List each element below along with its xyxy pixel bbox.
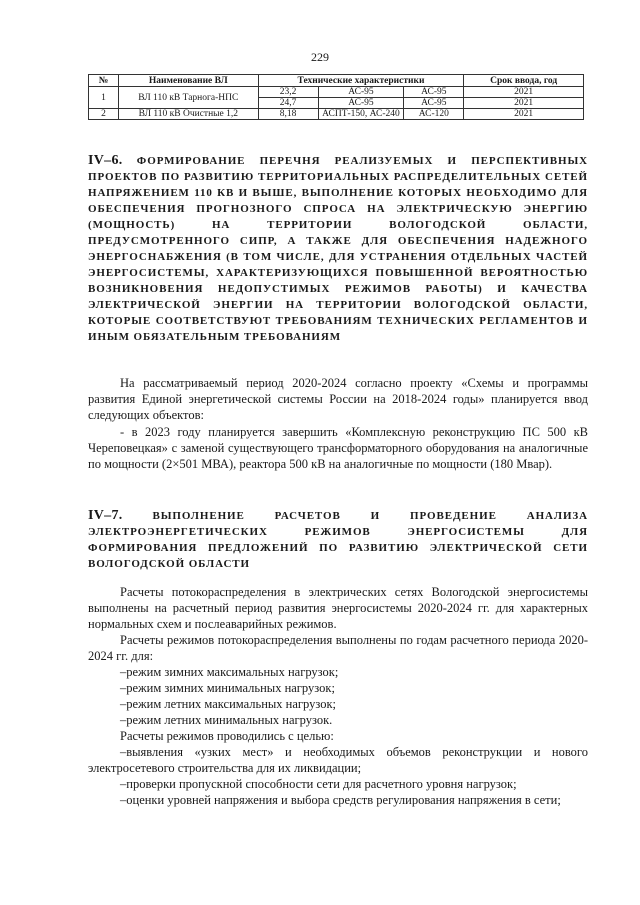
goal-list-item: –оценки уровней напряжения и выбора средств регулирования напряжения в сети; xyxy=(120,793,561,807)
row-number: 2 xyxy=(89,109,119,120)
table-header-row xyxy=(89,75,584,87)
table-row xyxy=(89,109,584,120)
mode-list-item: –режим летних максимальных нагрузок; xyxy=(120,697,337,711)
goal-list-item: –выявления «узких мест» и необходимых объемов реконструкции и нового электросетевого строительства для их ликвидации; xyxy=(88,745,588,776)
section-7-paragraph: Расчеты режимов потокораспределения выполнены по годам расчетного периода 2020-2024 гг. для: xyxy=(88,633,588,664)
col-header-specs: Технические характеристики xyxy=(258,75,464,87)
line-length: 23,2 xyxy=(258,87,318,98)
page-number: 229 xyxy=(311,50,329,64)
line-length: 24,7 xyxy=(258,98,318,109)
wire-type: АС-120 xyxy=(404,109,464,120)
wire-type: АС-95 xyxy=(318,87,404,98)
row-number: 1 xyxy=(89,87,119,109)
goals-intro: Расчеты режимов проводились с целью: xyxy=(120,729,334,743)
mode-list-item: –режим зимних максимальных нагрузок; xyxy=(120,665,339,679)
section-6-paragraph: - в 2023 году планируется завершить «Комплексную реконструкцию ПС 500 кВ Череповецкая» с заменой существующего трансформаторного оборудования на аналогичные по мощности (2×501 МВА), реактора 500 кВ на аналогичные по мощности (180 Мвар). xyxy=(88,425,588,472)
table-row xyxy=(89,87,584,98)
commission-year: 2021 xyxy=(464,87,584,98)
section-7-paragraph: Расчеты потокораспределения в электрических сетях Вологодской энергосистемы выполнены на расчетный период развития энергосистемы 2020-2024 гг. для характерных нормальных схем и послеаварийных режимов. xyxy=(88,585,588,632)
wire-type: АС-95 xyxy=(318,98,404,109)
section-7-number: IV–7. xyxy=(88,508,123,523)
col-header-name: Наименование ВЛ xyxy=(118,75,258,87)
section-6-heading xyxy=(88,153,588,345)
mode-list-item: –режим летних минимальных нагрузок. xyxy=(120,713,333,727)
power-lines-table xyxy=(88,74,584,120)
line-name: ВЛ 110 кВ Тарнога-НПС xyxy=(118,87,258,109)
mode-list-item: –режим зимних минимальных нагрузок; xyxy=(120,681,335,695)
commission-year: 2021 xyxy=(464,109,584,120)
line-name: ВЛ 110 кВ Очистные 1,2 xyxy=(118,109,258,120)
col-header-year: Срок ввода, год xyxy=(464,75,584,87)
col-header-number: № xyxy=(89,75,119,87)
wire-type: АСПТ-150, АС-240 xyxy=(318,109,404,120)
section-7-heading xyxy=(88,508,588,572)
goal-list-item: –проверки пропускной способности сети для расчетного уровня нагрузок; xyxy=(120,777,517,791)
section-7-title: ВЫПОЛНЕНИЕ РАСЧЕТОВ И ПРОВЕДЕНИЕ АНАЛИЗА ЭЛЕКТРОЭНЕРГЕТИЧЕСКИХ РЕЖИМОВ ЭНЕРГОСИСТЕМЫ ДЛЯ ФОРМИРОВАНИЯ ПРЕДЛОЖЕНИЙ ПО РАЗВИТИЮ ЭЛЕКТРИЧЕСКОЙ СЕТИ ВОЛОГОДСКОЙ ОБЛАСТИ xyxy=(88,510,588,570)
wire-type: АС-95 xyxy=(404,87,464,98)
line-length: 8,18 xyxy=(258,109,318,120)
section-6-number: IV–6. xyxy=(88,153,123,168)
wire-type: АС-95 xyxy=(404,98,464,109)
section-6-paragraph: На рассматриваемый период 2020-2024 согласно проекту «Схемы и программы развития Единой энергетической системы России на 2018-2024 годы» планируется ввод следующих объектов: xyxy=(88,376,588,423)
section-6-title: ФОРМИРОВАНИЕ ПЕРЕЧНЯ РЕАЛИЗУЕМЫХ И ПЕРСПЕКТИВНЫХ ПРОЕКТОВ ПО РАЗВИТИЮ ТЕРРИТОРИАЛЬНЫХ РАСПРЕДЕЛИТЕЛЬНЫХ СЕТЕЙ НАПРЯЖЕНИЕМ 110 КВ И ВЫШЕ, ВЫПОЛНЕНИЕ КОТОРЫХ НЕОБХОДИМО ДЛЯ ОБЕСПЕЧЕНИЯ ПРОГНОЗНОГО СПРОСА НА ЭЛЕКТРИЧЕСКУЮ ЭНЕРГИЮ (МОЩНОСТЬ) НА ТЕРРИТОРИИ ВОЛОГОДСКОЙ ОБЛАСТИ, ПРЕДУСМОТРЕННОГО СИПР, А ТАКЖЕ ДЛЯ ОБЕСПЕЧЕНИЯ НАДЕЖНОГО ЭНЕРГОСНАБЖЕНИЯ (В ТОМ ЧИСЛЕ, ДЛЯ УСТРАНЕНИЯ ОТДЕЛЬНЫХ ЧАСТЕЙ ЭНЕРГОСИСТЕМЫ, ХАРАКТЕРИЗУЮЩИХСЯ ПОВЫШЕННОЙ ВЕРОЯТНОСТЬЮ ВОЗНИКНОВЕНИЯ НЕДОПУСТИМЫХ РЕЖИМОВ РАБОТЫ) И КАЧЕСТВА ЭЛЕКТРИЧЕСКОЙ ЭНЕРГИИ НА ТЕРРИТОРИИ ВОЛОГОДСКОЙ ОБЛАСТИ, КОТОРЫЕ СООТВЕТСТВУЮТ ТРЕБОВАНИЯМ ТЕХНИЧЕСКИХ РЕГЛАМЕНТОВ И ИНЫМ ОБЯЗАТЕЛЬНЫМ ТРЕБОВАНИЯМ xyxy=(88,155,588,343)
commission-year: 2021 xyxy=(464,98,584,109)
